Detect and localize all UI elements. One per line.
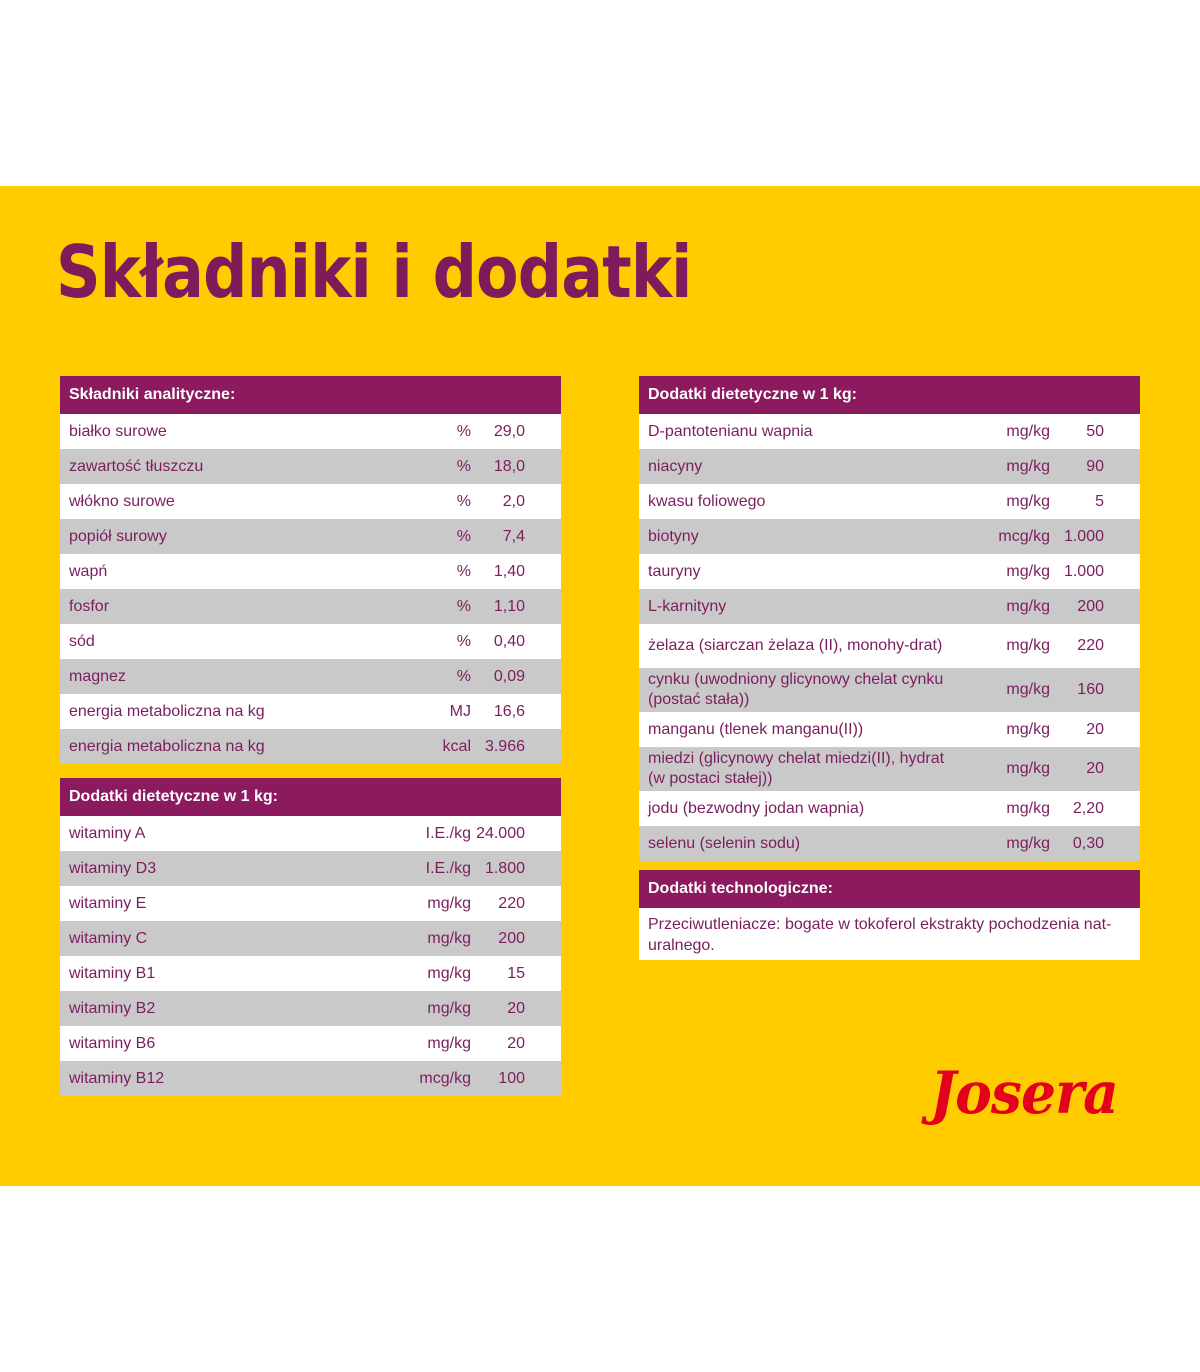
table-row (60, 921, 561, 956)
row-unit: mg/kg (1006, 422, 1050, 440)
row-unit: mg/kg (1006, 834, 1050, 852)
row-name: witaminy E (69, 894, 147, 912)
row-value: 20 (1086, 720, 1104, 738)
row-name: manganu (tlenek manganu(II)) (648, 720, 864, 738)
row-value: 18,0 (493, 457, 525, 475)
row-name: włókno surowe (69, 492, 175, 510)
page-title: Składniki i dodatki (56, 230, 692, 314)
row-name: D-pantotenianu wapnia (648, 422, 813, 440)
row-value: 1,10 (493, 597, 525, 615)
row-name: zawartość tłuszczu (69, 457, 204, 475)
table-row (60, 1061, 561, 1096)
row-name: tauryny (648, 562, 701, 580)
row-name: miedzi (glicynowy chelat miedzi(II), hydrat (w postaci stałej)) (648, 750, 945, 787)
table-row (60, 484, 561, 519)
table-row (639, 791, 1140, 826)
vitamins-table (60, 778, 561, 1096)
row-name: wapń (69, 562, 108, 580)
row-unit: I.E./kg (425, 859, 471, 877)
row-unit: % (456, 527, 471, 545)
table-row (639, 589, 1140, 624)
table-row (60, 694, 561, 729)
row-unit: mcg/kg (419, 1069, 471, 1087)
row-value: 160 (1077, 681, 1104, 698)
row-unit: % (456, 422, 471, 440)
table-row (60, 624, 561, 659)
row-name: selenu (selenin sodu) (648, 834, 801, 852)
row-name: niacyny (648, 457, 703, 475)
row-value: 1.800 (484, 859, 525, 877)
row-value: 50 (1086, 422, 1104, 440)
table-row (60, 816, 561, 851)
row-unit: mg/kg (1006, 562, 1050, 580)
table-row (639, 519, 1140, 554)
row-unit: mg/kg (1006, 799, 1050, 817)
row-unit: mg/kg (1006, 720, 1050, 738)
row-name: jodu (bezwodny jodan wapnia) (648, 799, 865, 817)
row-value: 2,20 (1072, 799, 1104, 817)
vitamins-header: Dodatki dietetyczne w 1 kg: (60, 778, 561, 816)
analytical-header: Składniki analityczne: (60, 376, 561, 414)
row-value: 220 (1077, 637, 1104, 654)
row-unit: mg/kg (1006, 492, 1050, 510)
row-name: witaminy D3 (69, 859, 157, 877)
josera-logo: Josera (930, 1059, 1118, 1127)
row-unit: mg/kg (1006, 597, 1050, 615)
row-value: 0,30 (1072, 834, 1104, 852)
row-unit: mg/kg (1006, 637, 1050, 654)
row-name: energia metaboliczna na kg (69, 737, 265, 755)
row-unit: % (456, 562, 471, 580)
row-name: witaminy C (69, 929, 148, 947)
row-unit: mg/kg (427, 929, 471, 947)
row-name: witaminy B6 (69, 1034, 156, 1052)
table-row (60, 449, 561, 484)
table-row (60, 729, 561, 764)
row-name: witaminy A (69, 824, 146, 842)
row-unit: % (456, 632, 471, 650)
row-name: witaminy B2 (69, 999, 156, 1017)
row-name: żelaza (siarczan żelaza (II), monohy-drat) (648, 637, 943, 654)
row-name: białko surowe (69, 422, 167, 440)
table-row (60, 956, 561, 991)
table-row (639, 826, 1140, 861)
row-value: 100 (498, 1069, 525, 1087)
row-unit: mg/kg (1006, 457, 1050, 475)
row-value: 20 (507, 1034, 525, 1052)
row-value: 16,6 (493, 702, 525, 720)
analytical-table (60, 376, 561, 764)
row-unit: % (456, 667, 471, 685)
table-row (639, 449, 1140, 484)
technological-header: Dodatki technologiczne: (639, 870, 1140, 908)
row-value: 5 (1095, 492, 1104, 510)
row-value: 90 (1086, 457, 1104, 475)
row-unit: mg/kg (427, 1034, 471, 1052)
row-unit: I.E./kg (425, 824, 471, 842)
row-name: witaminy B12 (69, 1069, 165, 1087)
table-row (60, 886, 561, 921)
row-name: L-karnityny (648, 597, 727, 615)
row-unit: mg/kg (1006, 681, 1050, 698)
table-row (639, 668, 1140, 712)
row-unit: mg/kg (427, 894, 471, 912)
table-row (639, 554, 1140, 589)
row-name: kwasu foliowego (648, 492, 766, 510)
row-unit: % (456, 457, 471, 475)
row-unit: kcal (442, 737, 471, 755)
row-name: fosfor (69, 597, 110, 615)
row-name: cynku (uwodniony glicynowy chelat cynku (postać stała)) (648, 671, 944, 708)
table-row (60, 414, 561, 449)
technological-text: Przeciwutleniacze: bogate w tokoferol ekstrakty pochodzenia nat-uralnego. (639, 908, 1140, 960)
row-value: 3.966 (484, 737, 525, 755)
row-name: witaminy B1 (69, 964, 156, 982)
row-value: 1.000 (1063, 562, 1104, 580)
table-row (60, 851, 561, 886)
row-unit: mg/kg (427, 964, 471, 982)
row-value: 220 (498, 894, 525, 912)
table-row (60, 1026, 561, 1061)
table-row (639, 414, 1140, 449)
row-value: 0,40 (493, 632, 525, 650)
row-value: 1,40 (493, 562, 525, 580)
additives-table (639, 376, 1140, 861)
row-unit: % (456, 492, 471, 510)
table-row (639, 712, 1140, 747)
additives-header: Dodatki dietetyczne w 1 kg: (639, 376, 1140, 414)
row-value: 7,4 (502, 527, 525, 545)
row-value: 200 (1077, 597, 1104, 615)
table-row (60, 991, 561, 1026)
row-value: 0,09 (493, 667, 525, 685)
row-unit: mcg/kg (998, 527, 1050, 545)
row-value: 20 (507, 999, 525, 1017)
row-value: 15 (507, 964, 525, 982)
table-row (60, 519, 561, 554)
table-row (60, 659, 561, 694)
row-value: 20 (1086, 760, 1104, 777)
table-row (639, 747, 1140, 791)
row-unit: mg/kg (1006, 760, 1050, 777)
row-value: 2,0 (502, 492, 525, 510)
row-value: 200 (498, 929, 525, 947)
row-value: 1.000 (1063, 527, 1104, 545)
row-name: energia metaboliczna na kg (69, 702, 265, 720)
table-row (60, 589, 561, 624)
row-name: popiół surowy (69, 527, 167, 545)
row-value: 24.000 (476, 824, 525, 842)
row-name: biotyny (648, 527, 699, 545)
table-row (639, 624, 1140, 668)
row-unit: mg/kg (427, 999, 471, 1017)
row-name: magnez (69, 667, 126, 685)
row-value: 29,0 (493, 422, 525, 440)
technological-table (639, 870, 1140, 960)
row-unit: MJ (449, 702, 471, 720)
row-name: sód (69, 632, 95, 650)
row-unit: % (456, 597, 471, 615)
table-row (639, 484, 1140, 519)
table-row (60, 554, 561, 589)
